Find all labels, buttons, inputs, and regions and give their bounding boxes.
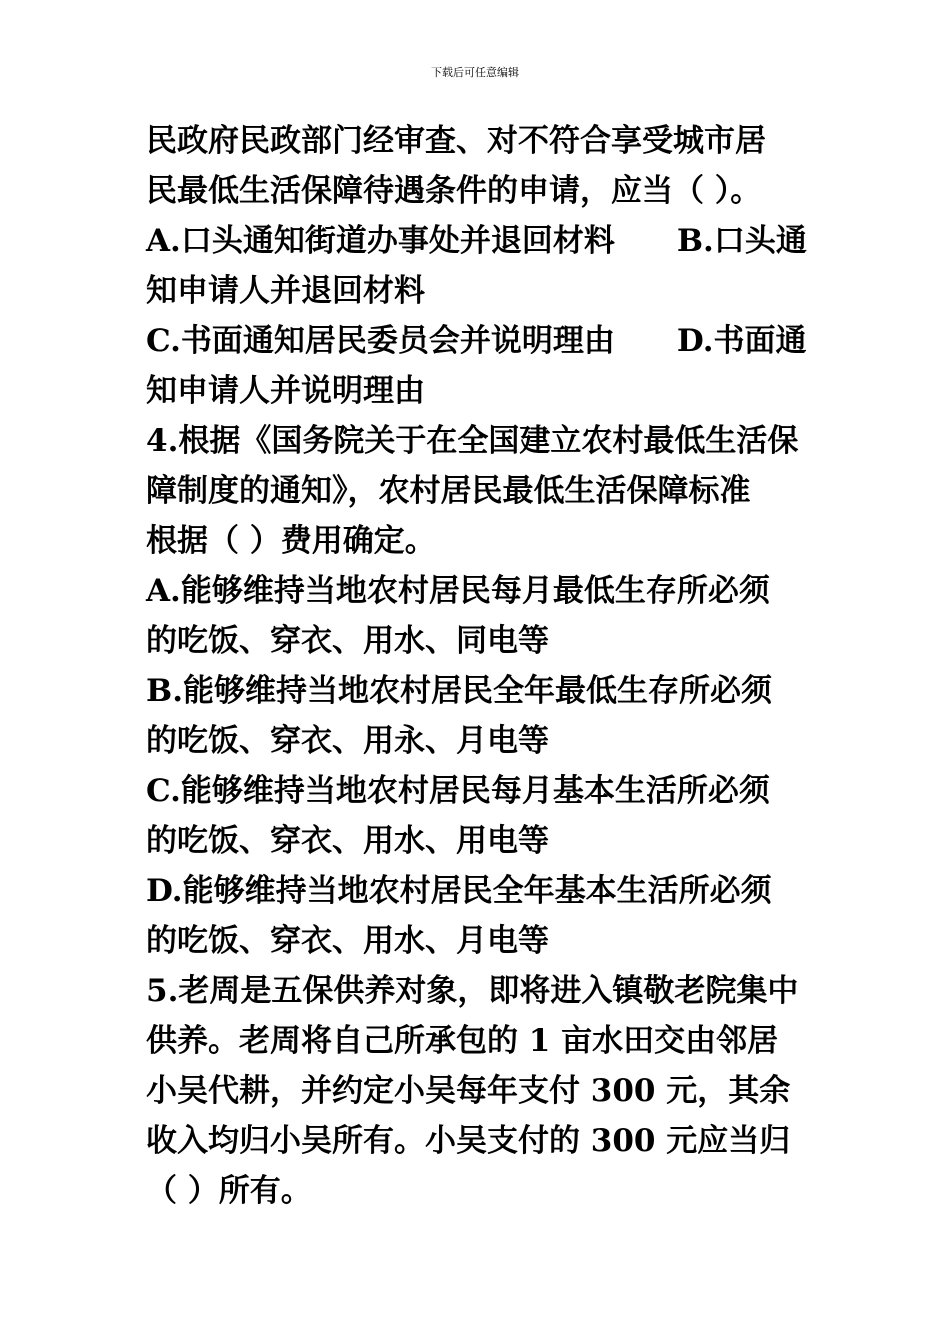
- option-b-line: B.能够维持当地农村居民全年最低生存所必须: [146, 673, 772, 709]
- text-line: 知申请人并退回材料: [146, 273, 425, 309]
- text-line: 知申请人并说明理由: [146, 373, 425, 409]
- text-line: 的吃饭、穿衣、用水、同电等: [146, 623, 549, 659]
- option-d-line: D.能够维持当地农村居民全年基本生活所必须: [146, 873, 772, 909]
- text-line: （ ）所有。: [146, 1173, 312, 1209]
- option-line-cd: C.书面通知居民委员会并说明理由 D.书面通: [146, 323, 807, 359]
- text-line: 收入均归小吴所有。小吴支付的 300 元应当归: [146, 1123, 791, 1159]
- text-line: 的吃饭、穿衣、用水、用电等: [146, 823, 549, 859]
- text-line: 的吃饭、穿衣、用水、月电等: [146, 923, 549, 959]
- option-line-ab: A.口头通知街道办事处并退回材料 B.口头通: [146, 223, 807, 259]
- option-c-line: C.能够维持当地农村居民每月基本生活所必须: [146, 773, 770, 809]
- text-line: 供养。老周将自己所承包的 1 亩水田交由邻居: [146, 1023, 779, 1059]
- question-5-line: 5.老周是五保供养对象，即将进入镇敬老院集中: [146, 973, 799, 1009]
- text-line: 小吴代耕，并约定小吴每年支付 300 元，其余: [146, 1073, 791, 1109]
- question-4-line: 4.根据《国务院关于在全国建立农村最低生活保: [146, 423, 799, 459]
- text-line: 民最低生活保障待遇条件的申请，应当（ ）。: [146, 173, 762, 209]
- document-body: [146, 116, 810, 1216]
- text-line: 障制度的通知》，农村居民最低生活保障标准: [146, 473, 751, 509]
- option-a-line: A.能够维持当地农村居民每月最低生存所必须: [146, 573, 770, 609]
- page-header: 下载后可任意编辑: [431, 66, 519, 79]
- text-line: 的吃饭、穿衣、用永、月电等: [146, 723, 549, 759]
- text-line: 民政府民政部门经审查、对不符合享受城市居: [146, 123, 766, 159]
- text-line: 根据（ ）费用确定。: [146, 523, 436, 559]
